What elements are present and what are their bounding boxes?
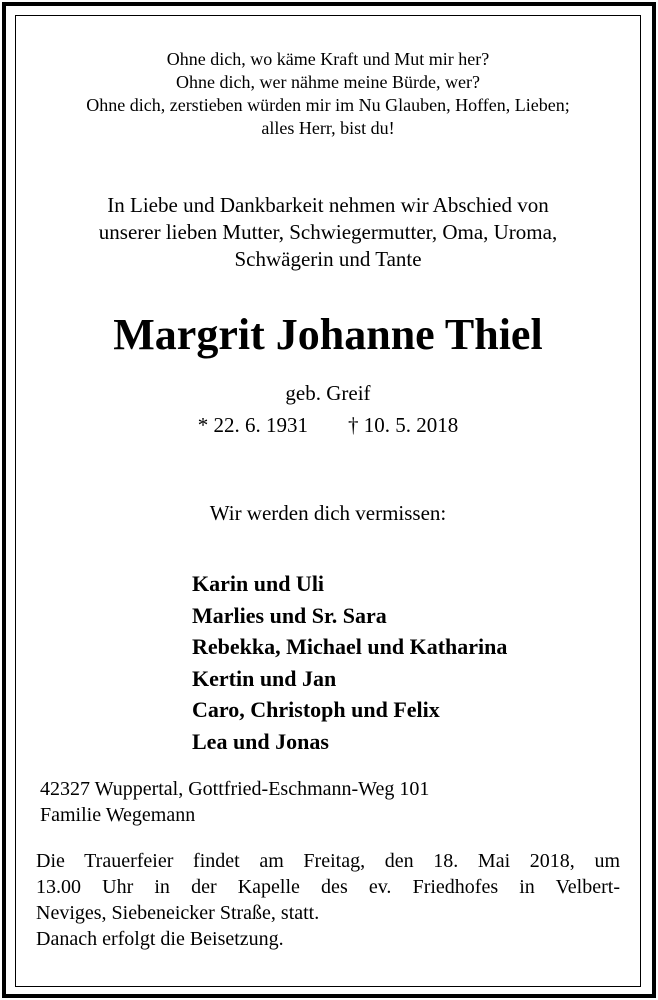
- poem-line: Ohne dich, zerstieben würden mir im Nu Glauben, Hoffen, Lieben;: [86, 95, 570, 115]
- ceremony-line: Danach erfolgt die Beisetzung.: [36, 928, 284, 950]
- mourner-entry: Marlies und Sr. Sara: [192, 602, 387, 628]
- intro-line: Schwägerin und Tante: [234, 247, 422, 271]
- intro-line: In Liebe und Dankbarkeit nehmen wir Abschied von: [107, 193, 549, 217]
- death-date: † 10. 5. 2018: [348, 413, 459, 437]
- birth-name: geb. Greif: [285, 381, 371, 405]
- missing-statement: Wir werden dich vermissen:: [209, 501, 447, 525]
- mourner-entry: Lea und Jonas: [192, 728, 329, 754]
- poem: [16, 48, 640, 140]
- funeral-details: [36, 848, 620, 952]
- address-line: 42327 Wuppertal, Gottfried-Eschmann-Weg 101: [40, 778, 430, 800]
- birth-date: * 22. 6. 1931: [197, 413, 308, 437]
- deceased-name: Margrit Johanne Thiel: [113, 310, 543, 359]
- poem-line: alles Herr, bist du!: [261, 118, 395, 138]
- address-line: Familie Wegemann: [40, 804, 196, 826]
- mourner-entry: Caro, Christoph und Felix: [192, 697, 440, 722]
- poem-line: Ohne dich, wo käme Kraft und Mut mir her?: [166, 49, 490, 69]
- ceremony-line: Neviges, Siebeneicker Straße, statt.: [36, 902, 320, 924]
- farewell-intro: [16, 192, 640, 273]
- mourner-entry: Kertin und Jan: [192, 665, 337, 691]
- poem-line: Ohne dich, wer nähme meine Bürde, wer?: [176, 72, 480, 92]
- intro-line: unserer lieben Mutter, Schwiegermutter, Oma, Uroma,: [98, 220, 558, 244]
- family-address: [40, 776, 429, 828]
- life-dates: [16, 412, 640, 438]
- mourners-list: [192, 568, 507, 757]
- mourner-entry: Rebekka, Michael und Katharina: [192, 634, 508, 659]
- mourner-entry: Karin und Uli: [192, 571, 325, 596]
- ceremony-line: Die Trauerfeier findet am Freitag, den 18. Mai 2018, um: [36, 850, 620, 872]
- ceremony-line: 13.00 Uhr in der Kapelle des ev. Friedhofes in Velbert-: [36, 876, 620, 898]
- obituary-notice: [16, 16, 640, 986]
